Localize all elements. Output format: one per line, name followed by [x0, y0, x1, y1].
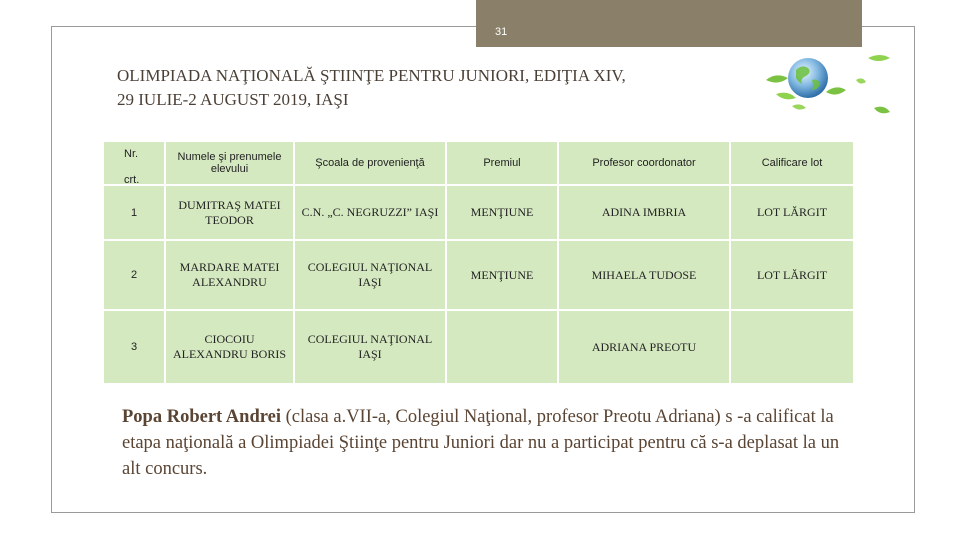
header-nr-label: Nr.: [124, 148, 139, 160]
header-school: Şcoala de provenienţă: [295, 142, 445, 184]
cell-qualification: LOT LĂRGIT: [731, 241, 853, 309]
cell-school: COLEGIUL NAŢIONAL IAŞI: [295, 241, 445, 309]
header-teacher: Profesor coordonator: [559, 142, 729, 184]
title-line-2: 29 IULIE-2 AUGUST 2019, IAŞI: [117, 90, 349, 109]
cell-school: COLEGIUL NAŢIONAL IAŞI: [295, 311, 445, 383]
note-student-name: Popa Robert Andrei: [122, 407, 281, 427]
results-table: [102, 140, 855, 385]
note-paragraph: [122, 404, 862, 482]
cell-prize: MENŢIUNE: [447, 241, 557, 309]
cell-teacher: ADRIANA PREOTU: [559, 311, 729, 383]
table-row: [104, 241, 853, 309]
header-qualification: Calificare lot: [731, 142, 853, 184]
cell-school: C.N. „C. NEGRUZZI” IAŞI: [295, 186, 445, 239]
cell-nr: 3: [104, 311, 164, 383]
header-name: Numele şi prenumele elevului: [166, 142, 293, 184]
cell-prize: [447, 311, 557, 383]
note-text: (clasa a.VII-a, Colegiul Naţional, profesor Preotu Adriana) s -a calificat la etapa naţională a Olimpiadei Ştiinţe pentru Juniori dar nu a participat pentru că s-a deplasat la un alt concurs.: [122, 407, 840, 479]
cell-name: MARDARE MATEI ALEXANDRU: [166, 241, 293, 309]
globe-with-leaves-icon: [762, 50, 902, 122]
header-crt-label: crt.: [124, 174, 140, 186]
page-title: [117, 64, 777, 112]
cell-nr: 2: [104, 241, 164, 309]
title-line-1: OLIMPIADA NAŢIONALĂ ŞTIINŢE PENTRU JUNIORI, EDIŢIA XIV,: [117, 66, 626, 85]
header-tab: [476, 0, 862, 47]
page-number: 31: [495, 26, 508, 38]
table-row: [104, 311, 853, 383]
cell-prize: MENŢIUNE: [447, 186, 557, 239]
cell-name: DUMITRAŞ MATEI TEODOR: [166, 186, 293, 239]
header-nr: [104, 142, 164, 184]
cell-qualification: LOT LĂRGIT: [731, 186, 853, 239]
cell-qualification: [731, 311, 853, 383]
cell-name: CIOCOIU ALEXANDRU BORIS: [166, 311, 293, 383]
table-row: [104, 186, 853, 239]
table-header-row: [104, 142, 853, 184]
cell-nr: 1: [104, 186, 164, 239]
cell-teacher: MIHAELA TUDOSE: [559, 241, 729, 309]
cell-teacher: ADINA IMBRIA: [559, 186, 729, 239]
header-prize: Premiul: [447, 142, 557, 184]
